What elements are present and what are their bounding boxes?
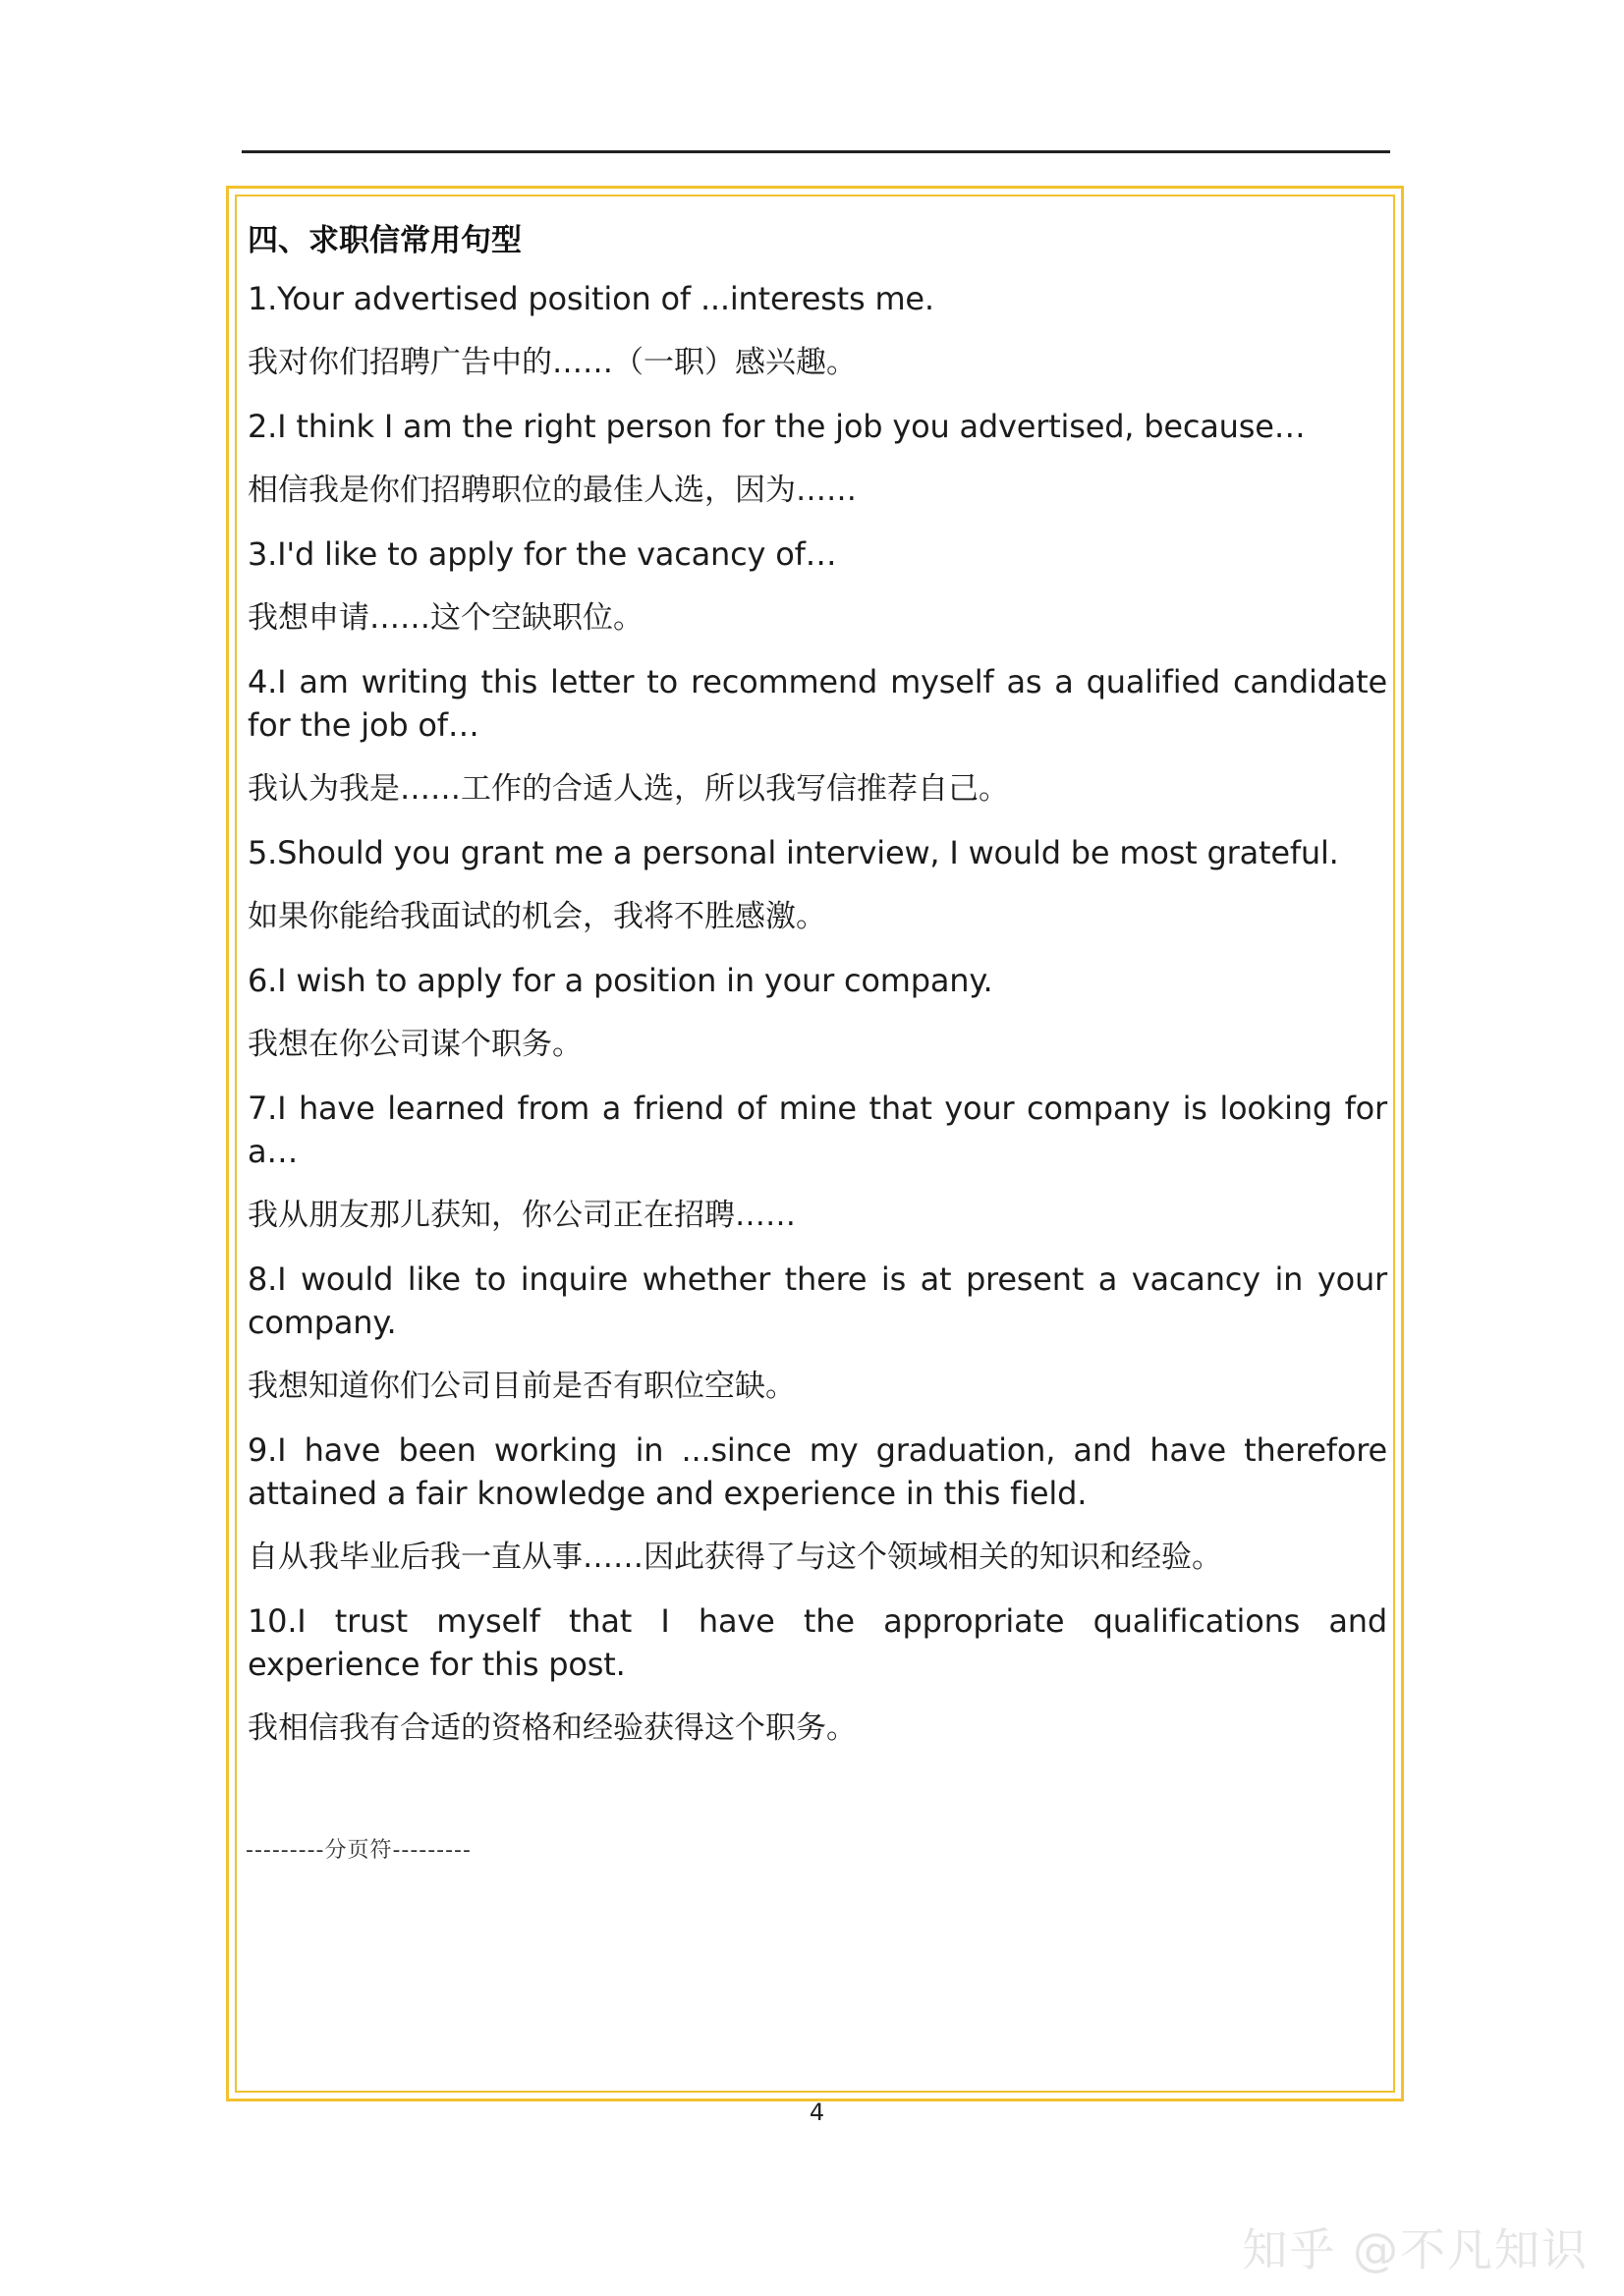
chinese-translation: 我认为我是……工作的合适人选，所以我写信推荐自己。	[248, 771, 1009, 807]
chinese-translation: 如果你能给我面试的机会，我将不胜感激。	[248, 899, 826, 934]
english-sentence: 9.I have been working in ...since my graduation, and have therefore attained a fair knowledge and experience in this field.	[248, 1431, 1387, 1512]
sentence-item	[248, 831, 1387, 938]
sentence-item	[248, 532, 1387, 640]
chinese-translation: 相信我是你们招聘职位的最佳人选，因为……	[248, 473, 857, 508]
sentence-item	[248, 660, 1387, 811]
sentence-item	[248, 405, 1387, 512]
english-sentence: 2.I think I am the right person for the job you advertised, because…	[248, 408, 1306, 445]
chinese-translation: 自从我毕业后我一直从事……因此获得了与这个领域相关的知识和经验。	[248, 1540, 1222, 1575]
document-body	[248, 218, 1387, 1770]
sentence-item	[248, 277, 1387, 384]
english-sentence: 1.Your advertised position of ...interests me.	[248, 280, 934, 317]
sentence-item	[248, 959, 1387, 1066]
chinese-translation: 我从朋友那儿获知，你公司正在招聘……	[248, 1198, 796, 1233]
sentence-item	[248, 1599, 1387, 1750]
english-sentence: 6.I wish to apply for a position in your company.	[248, 962, 993, 999]
english-sentence: 5.Should you grant me a personal interview, I would be most grateful.	[248, 834, 1339, 871]
sentence-item	[248, 1428, 1387, 1579]
watermark: 知乎 @不凡知识	[1242, 2223, 1589, 2276]
page-break-marker: ---------分页符---------	[246, 1838, 472, 1863]
chinese-translation: 我想申请……这个空缺职位。	[248, 600, 644, 636]
english-sentence: 3.I'd like to apply for the vacancy of…	[248, 535, 837, 573]
sentence-item	[248, 1087, 1387, 1237]
header-rule	[242, 150, 1390, 153]
english-sentence: 4.I am writing this letter to recommend myself as a qualified candidate for the job of…	[248, 663, 1387, 744]
chinese-translation: 我想知道你们公司目前是否有职位空缺。	[248, 1369, 796, 1404]
chinese-translation: 我想在你公司谋个职务。	[248, 1027, 583, 1062]
chinese-translation: 我相信我有合适的资格和经验获得这个职务。	[248, 1710, 857, 1746]
section-heading: 四、求职信常用句型	[248, 223, 522, 258]
english-sentence: 8.I would like to inquire whether there is at present a vacancy in your company.	[248, 1260, 1387, 1341]
page-number: 4	[809, 2099, 825, 2126]
english-sentence: 7.I have learned from a friend of mine that your company is looking for a…	[248, 1090, 1387, 1170]
sentence-item	[248, 1258, 1387, 1408]
chinese-translation: 我对你们招聘广告中的……（一职）感兴趣。	[248, 345, 857, 380]
english-sentence: 10.I trust myself that I have the appropriate qualifications and experience for this post.	[248, 1602, 1387, 1683]
